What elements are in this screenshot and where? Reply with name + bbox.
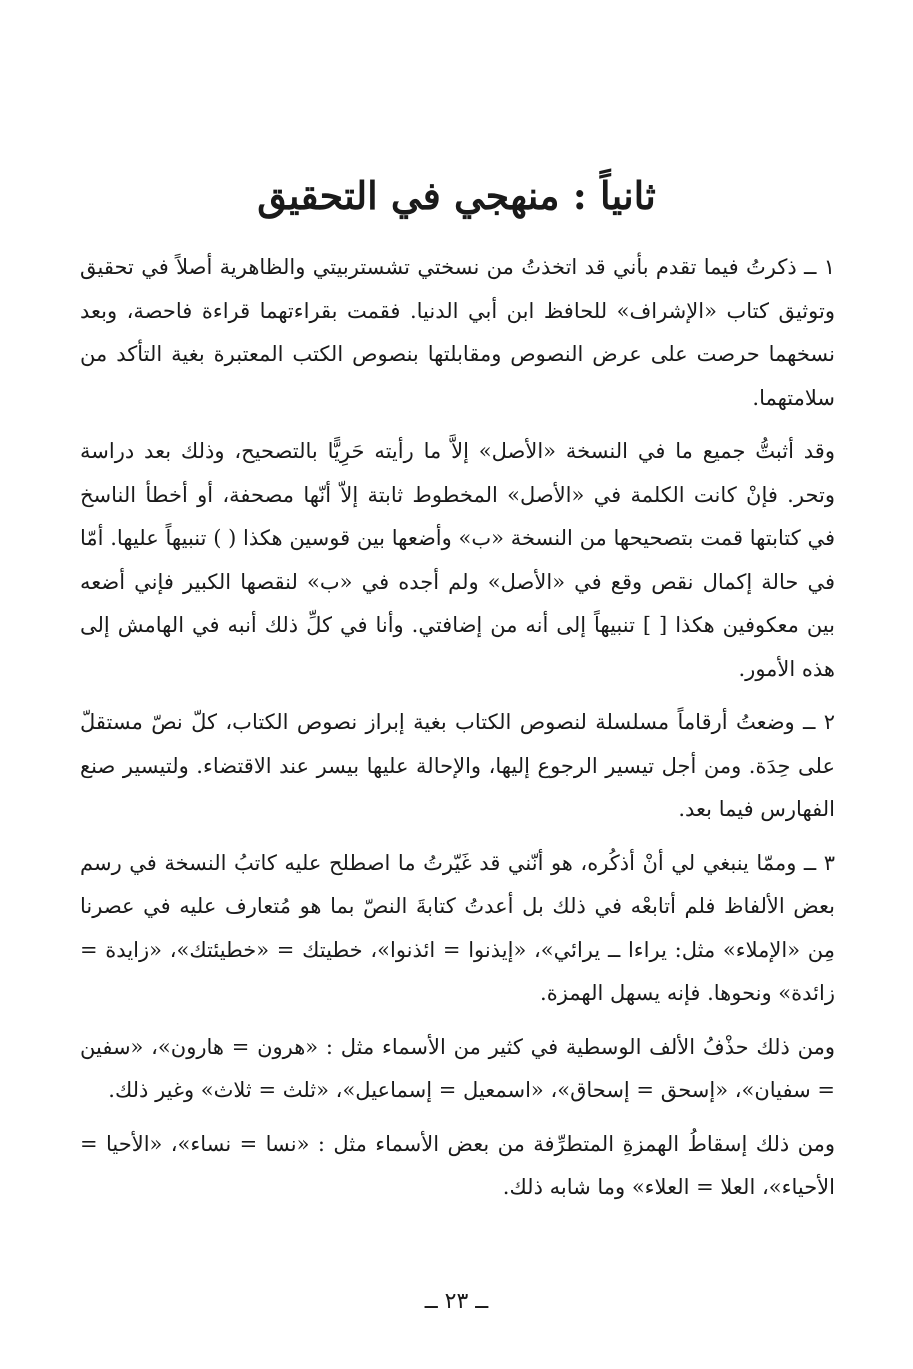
page-number: ــ ٢٣ ــ <box>424 1289 489 1314</box>
paragraph-1: ١ ــ ذكرتُ فيما تقدم بأني قد اتخذتُ من نسختي تشستربيتي والظاهرية أصلاً في تحقيق وتوثيق كتاب «الإشراف» للحافظ ابن أبي الدنيا. فقمت بقراءتهما قراءة فاحصة، وبعد نسخهما حرصت على عرض النصوص ومقابلتها بنصوص الكتب المعتبرة بغية التأكد من سلامتهما. <box>80 255 835 410</box>
paragraph-6: ومن ذلك إسقاطُ الهمزةِ المتطرِّفة من بعض الأسماء مثل : «نسا = نساء»، «الأحيا = الأحياء»، العلا = العلاء» وما شابه ذلك. <box>80 1131 835 1199</box>
paragraph-5: ومن ذلك حذْفُ الألف الوسطية في كثير من الأسماء مثل : «هرون = هارون»، «سفين = سفيان»، «إسحق = إسحاق»، «اسمعيل = إسماعيل»، «ثلث = ثلاث» وغير ذلك. <box>80 1034 835 1102</box>
section-title: ثانياً : منهجي في التحقيق <box>257 173 656 218</box>
paragraph-3: ٢ ــ وضعتُ أرقاماً مسلسلة لنصوص الكتاب بغية إبراز نصوص الكتاب، كلّ نصّ مستقلّ على حِدَة. ومن أجل تيسير الرجوع إليها، والإحالة عليها بيسر عند الاقتضاء. ولتيسير صنع الفهارس فيما بعد. <box>80 710 835 821</box>
body-text <box>80 246 835 1220</box>
paragraph-2: وقد أثبتُّ جميع ما في النسخة «الأصل» إلاَّ ما رأيته حَرِيًّا بالتصحيح، وذلك بعد دراسة وتحر. فإنْ كانت الكلمة في «الأصل» المخطوط ثابتة إلاّ أنّها مصحفة، أو أخطأ الناسخ في كتابتها قمت بتصحيحها من النسخة «ب» وأضعها بين قوسين هكذا ( ) تنبيهاً عليها. أمّا في حالة إكمال نقص وقع في «الأصل» ولم أجده في «ب» لنقصها الكبير فإني أضعه بين معكوفين هكذا [ ] تنبيهاً إلى أنه من إضافتي. وأنا في كلِّ ذلك أنبه في الهامش إلى هذه الأمور. <box>80 439 835 681</box>
paragraph-4: ٣ ــ وممّا ينبغي لي أنْ أذكُره، هو أنّني قد غَيّرتُ ما اصطلح عليه كاتبُ النسخة في رسم بعض الألفاظ فلم أتابعْه في ذلك بل أعدتُ كتابةَ النصّ بما هو مُتعارف عليه في عصرنا مِن «الإملاء» مثل: يراءا ــ يرائي»، «إيذنوا = ائذنوا»، خطيتك = «خطيئتك»، «زايدة = زائدة» ونحوها. فإنه يسهل الهمزة. <box>80 850 835 1005</box>
